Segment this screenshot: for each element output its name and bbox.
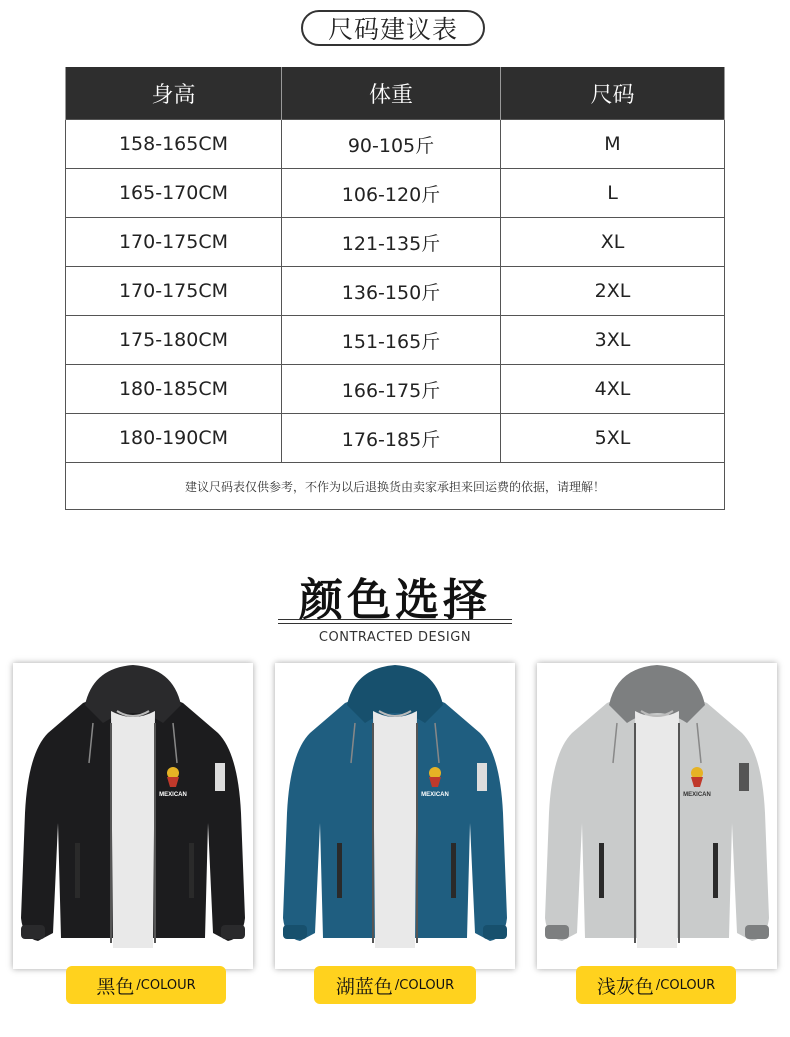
- height-cell: 170-175CM: [66, 267, 282, 316]
- height-cell: 165-170CM: [66, 169, 282, 218]
- height-cell: 175-180CM: [66, 316, 282, 365]
- title-underline-second: [278, 623, 512, 624]
- table-row: [66, 267, 725, 316]
- header-size: 尺码: [501, 67, 725, 120]
- svg-text:MEXICAN: MEXICAN: [159, 792, 187, 798]
- color-label-lake-blue: [314, 966, 476, 1004]
- color-section-title: 颜色选择: [299, 575, 491, 626]
- product-card-light-gray[interactable]: [537, 663, 777, 969]
- jacket-image: [537, 663, 777, 969]
- table-row: [66, 414, 725, 463]
- weight-cell: 121-135斤: [282, 218, 501, 267]
- size-chart-title: 尺码建议表: [301, 10, 485, 46]
- height-cell: 180-190CM: [66, 414, 282, 463]
- weight-cell: 166-175斤: [282, 365, 501, 414]
- table-row: [66, 218, 725, 267]
- header-height: 身高: [66, 67, 282, 120]
- height-cell: 180-185CM: [66, 365, 282, 414]
- weight-cell: 106-120斤: [282, 169, 501, 218]
- size-cell: 2XL: [501, 267, 725, 316]
- table-note-row: [66, 463, 725, 510]
- height-cell: 158-165CM: [66, 120, 282, 169]
- color-name: 黑色: [96, 975, 135, 998]
- product-card-black[interactable]: [13, 663, 253, 969]
- size-chart-table: [65, 67, 725, 510]
- size-cell: 3XL: [501, 316, 725, 365]
- color-name: 湖蓝色: [335, 975, 393, 998]
- size-cell: M: [501, 120, 725, 169]
- weight-cell: 136-150斤: [282, 267, 501, 316]
- size-cell: 5XL: [501, 414, 725, 463]
- table-row: [66, 365, 725, 414]
- size-chart-note: 建议尺码表仅供参考，不作为以后退换货由卖家承担来回运费的依据，请理解！: [66, 463, 725, 510]
- weight-cell: 90-105斤: [282, 120, 501, 169]
- color-section-subtitle: CONTRACTED DESIGN: [318, 630, 472, 645]
- color-name: 浅灰色: [596, 975, 654, 998]
- height-cell: 170-175CM: [66, 218, 282, 267]
- size-cell: L: [501, 169, 725, 218]
- svg-text:MEXICAN: MEXICAN: [683, 792, 711, 798]
- color-suffix: /COLOUR: [394, 977, 455, 993]
- table-row: [66, 169, 725, 218]
- size-cell: XL: [501, 218, 725, 267]
- color-label-black: [66, 966, 226, 1004]
- weight-cell: 151-165斤: [282, 316, 501, 365]
- size-cell: 4XL: [501, 365, 725, 414]
- jacket-image: [275, 663, 515, 969]
- svg-text:MEXICAN: MEXICAN: [421, 792, 449, 798]
- size-table-header: [66, 67, 725, 120]
- color-suffix: /COLOUR: [136, 977, 196, 993]
- header-weight: 体重: [282, 67, 501, 120]
- table-row: [66, 316, 725, 365]
- color-label-light-gray: [576, 966, 736, 1004]
- weight-cell: 176-185斤: [282, 414, 501, 463]
- product-card-lake-blue[interactable]: [275, 663, 515, 969]
- color-suffix: /COLOUR: [655, 977, 716, 993]
- title-underline: [278, 619, 512, 620]
- jacket-image: [13, 663, 253, 969]
- table-row: [66, 120, 725, 169]
